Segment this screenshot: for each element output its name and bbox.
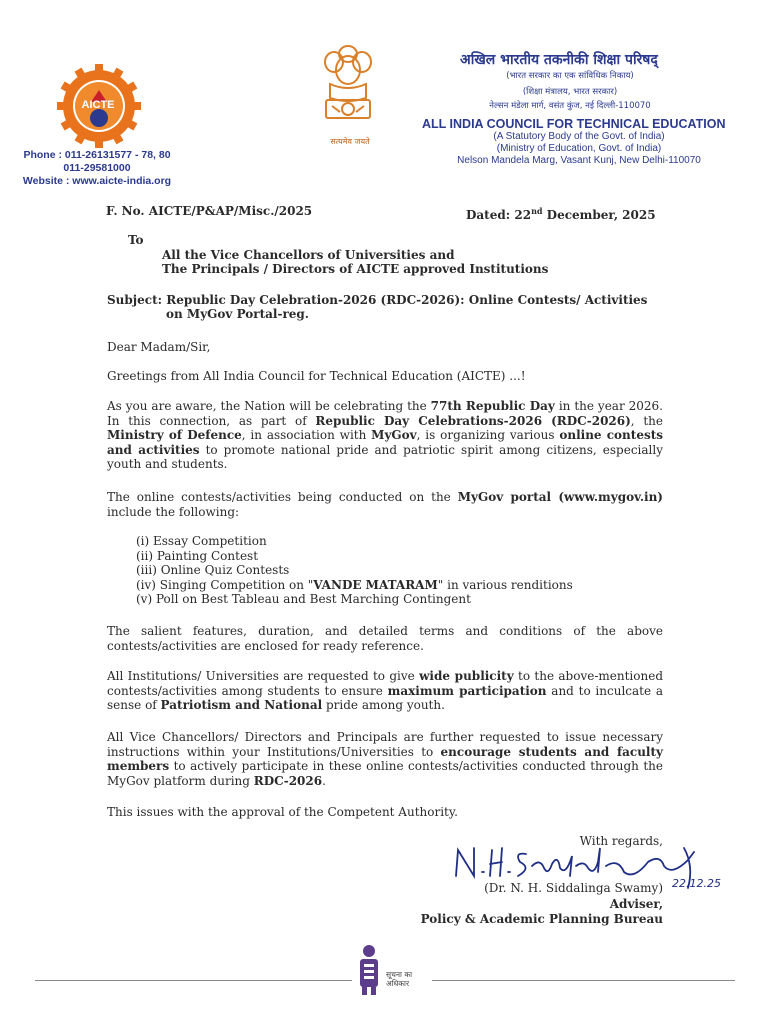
list-item: (iv) Singing Competition on "VANDE MATARAM" in various renditions [136,577,573,592]
phone-line-2: 011-29581000 [63,162,131,174]
paragraph-4: All Institutions/ Universities are requested to give wide publicity to the above-mentioned contests/activities among students to ensure maximum participation and to inculcate a sense of Patriotism and National pride among youth. [107,669,663,712]
logo-text: AICTE [81,99,115,111]
paragraph-6: This issues with the approval of the Competent Authority. [107,805,458,819]
rti-logo [352,944,432,1000]
signature-date: 22.12.25 [672,877,721,890]
english-org-name: ALL INDIA COUNCIL FOR TECHNICAL EDUCATION [422,117,726,131]
bureau: Policy & Academic Planning Bureau [420,912,663,926]
designation: Adviser, [609,897,663,911]
signatory-name: (Dr. N. H. Siddalinga Swamy) [484,881,663,895]
list-item: (v) Poll on Best Tableau and Best Marching Contingent [136,592,471,606]
list-item: (ii) Painting Contest [136,548,259,563]
website-line: Website : www.aicte-india.org [22,175,172,187]
english-address: Nelson Mandela Marg, Vasant Kunj, New Delhi-110070 [457,155,701,166]
list-item: (iii) Online Quiz Contests [136,563,290,577]
contest-list [136,534,573,607]
phone-line-1: Phone : 011-26131577 - 78, 80 [23,149,171,161]
rti-label [386,970,412,988]
contact-block [22,149,172,188]
hindi-sub-1: (भारत सरकार का एक सांविधिक निकाय) [506,71,634,81]
rti-line-2: अधिकार [386,979,410,988]
english-sub-1: (A Statutory Body of the Govt. of India) [493,131,665,142]
date-prefix: Dated: 22 [466,208,532,222]
greeting: Greetings from All India Council for Technical Education (AICTE) ...! [107,369,526,383]
addressee-line-1: All the Vice Chancellors of Universities and [162,248,455,262]
hindi-sub-2: (शिक्षा मंत्रालय, भारत सरकार) [522,87,618,97]
subject-line-2: on MyGov Portal-reg. [166,307,309,321]
date-rest: December, 2025 [542,208,656,222]
to-label: To [128,233,144,247]
emblem-motto: सत्यमेव जयते [330,137,370,146]
date-suffix-sup: nd [531,206,543,216]
subject-line-1: Subject: Republic Day Celebration-2026 (RDC-2026): Online Contests/ Activities [107,293,648,307]
national-emblem [316,40,380,130]
paragraph-3: The salient features, duration, and detailed terms and conditions of the above contests/activities are enclosed for ready reference. [107,624,663,653]
regards: With regards, [579,834,663,848]
salutation: Dear Madam/Sir, [107,340,211,354]
paragraph-2: The online contests/activities being conducted on the MyGov portal (www.mygov.in) include the following: [107,490,663,519]
file-number: F. No. AICTE/P&AP/Misc./2025 [106,204,313,218]
hindi-org-name: अखिल भारतीय तकनीकी शिक्षा परिषद् [460,52,658,68]
english-org-sub [436,131,722,167]
paragraph-5: All Vice Chancellors/ Directors and Principals are further requested to issue necessary instructions within your Institutions/Universities to encourage students and faculty members to actively participate in these online contests/activities conducted through the MyGov platform during RDC-2026. [107,730,663,788]
addressee-line-2: The Principals / Directors of AICTE approved Institutions [162,262,549,276]
letter-date [466,204,656,223]
english-sub-2: (Ministry of Education, Govt. of India) [496,143,662,154]
rti-line-1: सूचना का [386,970,413,979]
paragraph-1: As you are aware, the Nation will be celebrating the 77th Republic Day in the year 2026. In this connection, as part of Republic Day Celebrations-2026 (RDC-2026), the Ministry of Defence, in association with MyGov, is organizing various online contests and activities to promote national pride and patriotic spirit among citizens, especially youth and students. [107,399,664,471]
list-item: (i) Essay Competition [136,534,267,548]
hindi-address: नेल्सन मंडेला मार्ग, वसंत कुंज, नई दिल्ली-110070 [489,101,651,111]
